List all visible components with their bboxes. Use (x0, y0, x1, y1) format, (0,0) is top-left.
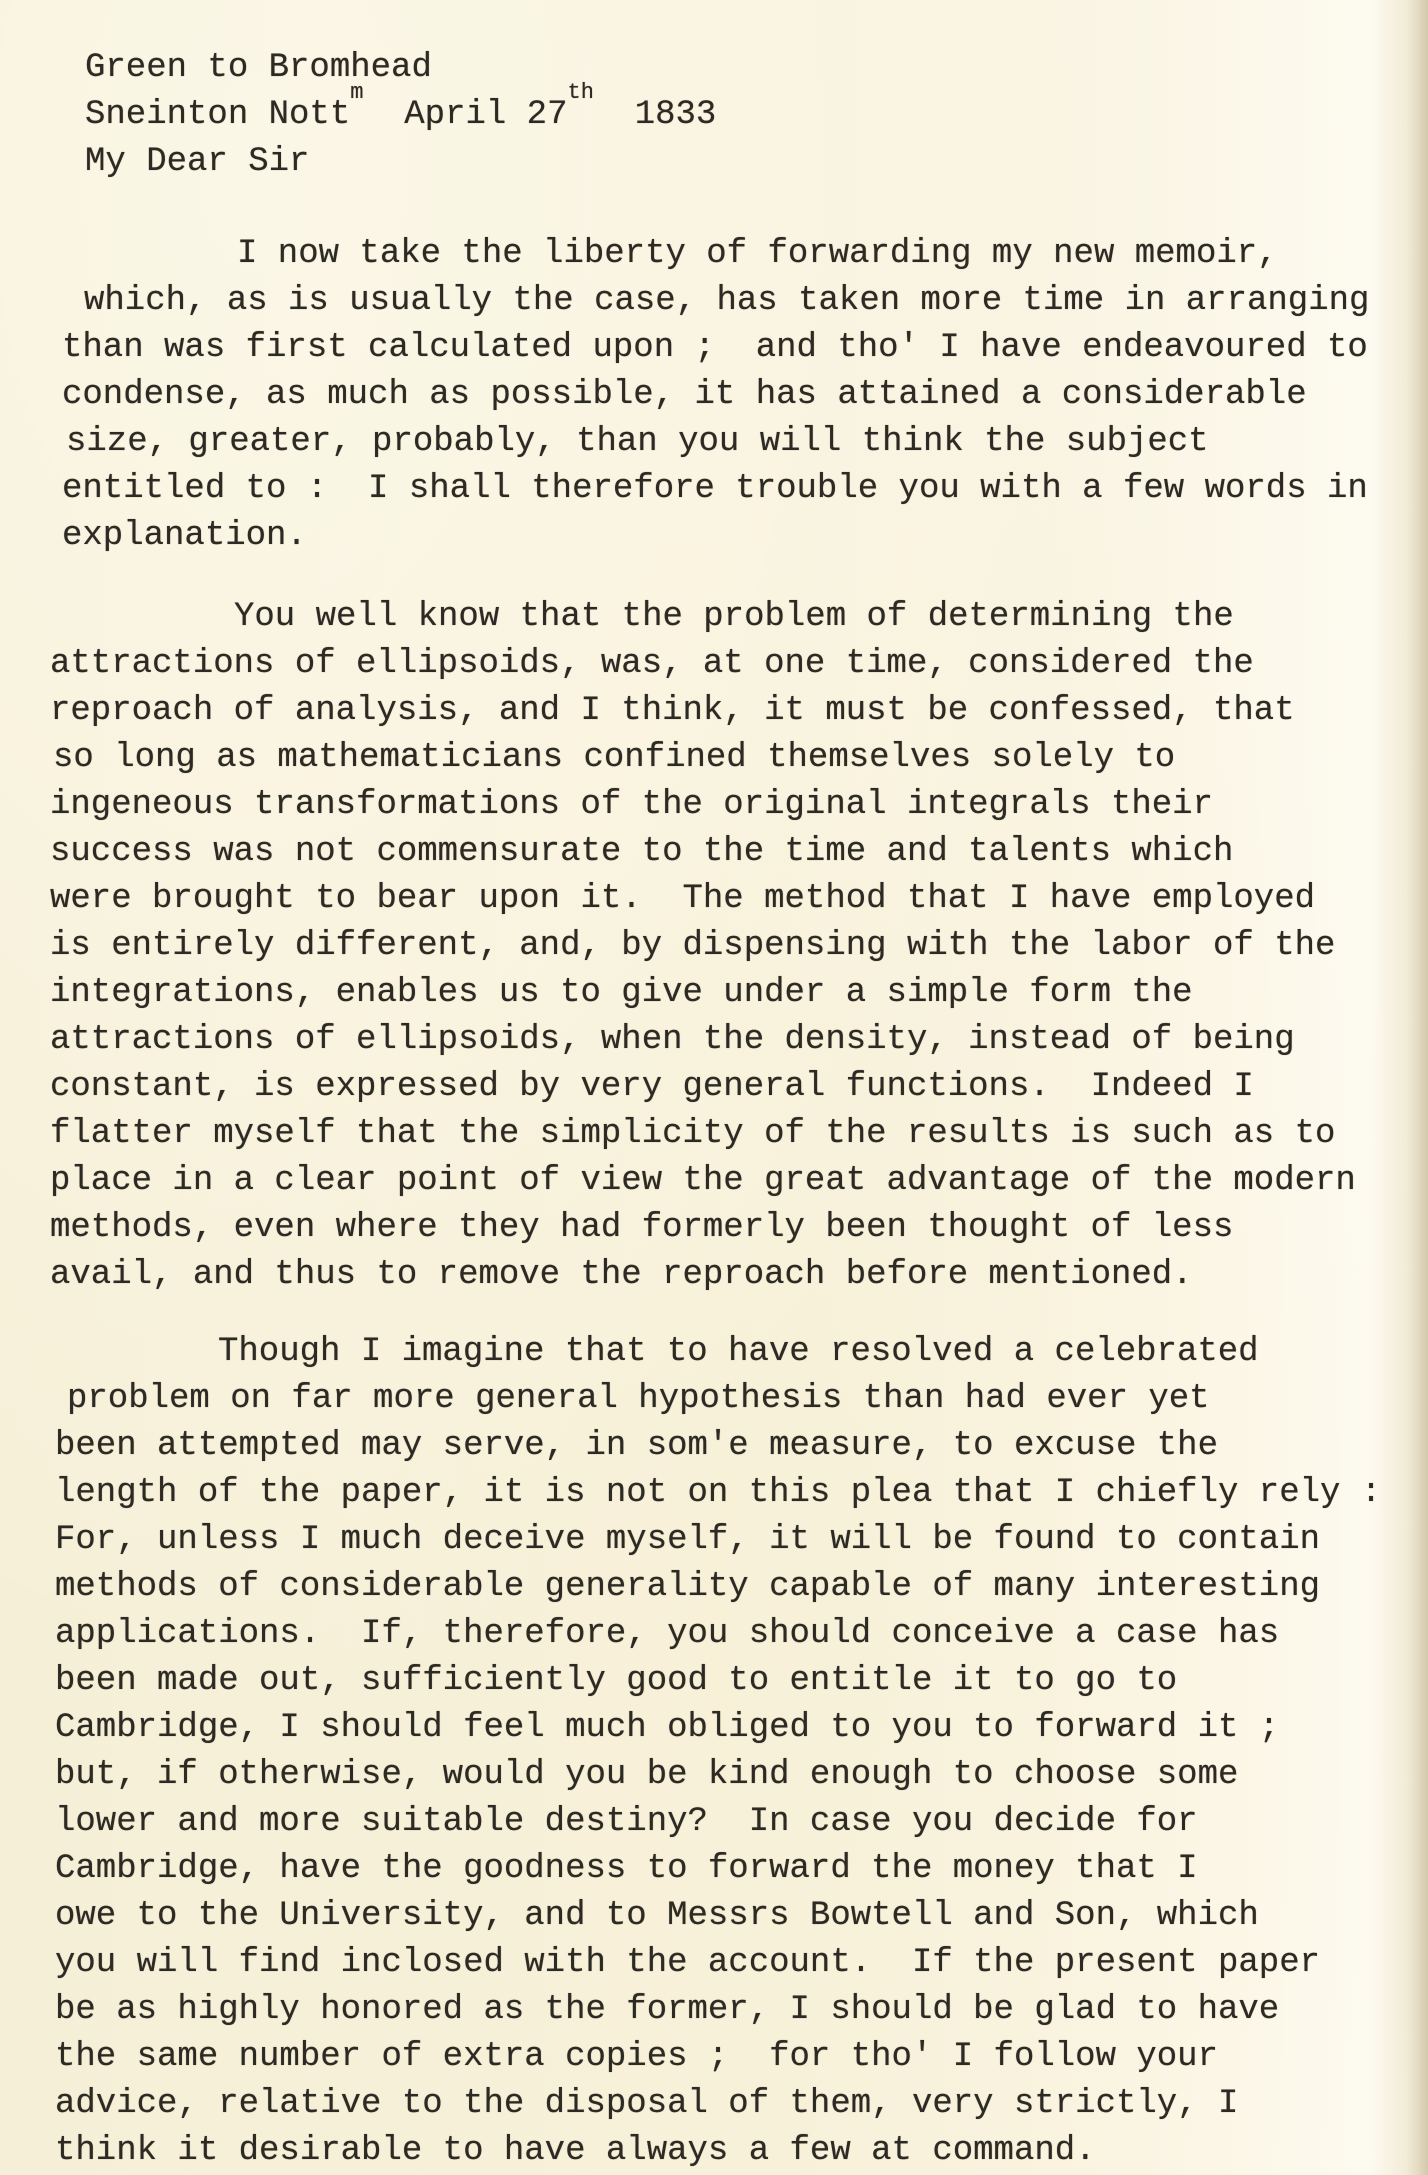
letter-paragraph-3 (55, 1329, 1428, 2175)
heading-dateline (85, 79, 1428, 139)
letter-line: methods of considerable generality capable of many interesting (55, 1568, 1321, 1606)
letter-line: constant, is expressed by very general functions. Indeed I (50, 1068, 1254, 1106)
letter-line: which, as is usually the case, has taken more time in arranging (84, 282, 1370, 320)
letter-line: were brought to bear upon it. The method that I have employed (50, 880, 1316, 918)
letter-line: applications. If, therefore, you should conceive a case has (55, 1615, 1280, 1653)
letter-line: size, greater, probably, than you will think the subject (66, 423, 1209, 461)
dateline-place: Sneinton Nott (85, 96, 351, 134)
letter-line: For, unless I much deceive myself, it will be found to contain (55, 1521, 1321, 1559)
letter-line: Cambridge, have the goodness to forward the money that I (55, 1850, 1198, 1888)
heading-correspondents: Green to Bromhead (85, 49, 432, 87)
letter-paragraph-1 (62, 231, 1428, 560)
letter-line: I now take the liberty of forwarding my new memoir, (237, 235, 1278, 273)
letter-line: lower and more suitable destiny? In case you decide for (55, 1803, 1198, 1841)
letter-line: than was first calculated upon ; and tho' I have endeavoured to (62, 329, 1368, 367)
letter-heading (85, 45, 1428, 186)
letter-line: you will find inclosed with the account. If the present paper (55, 1944, 1321, 1982)
letter-line: the same number of extra copies ; for tho' I follow your (55, 2038, 1218, 2076)
dateline-superscript-m: m (350, 79, 364, 105)
letter-line: entitled to : I shall therefore trouble you with a few words in (62, 470, 1368, 508)
heading-salutation: My Dear Sir (85, 143, 310, 181)
letter-line: reproach of analysis, and I think, it must be confessed, that (50, 692, 1295, 730)
letter-line: integrations, enables us to give under a simple form the (50, 974, 1193, 1012)
letter-line: Though I imagine that to have resolved a celebrated (218, 1333, 1259, 1371)
letter-line: think it desirable to have always a few at command. (55, 2132, 1096, 2170)
letter-line: You well know that the problem of determining the (234, 598, 1234, 636)
letter-line: methods, even where they had formerly been thought of less (50, 1209, 1234, 1247)
letter-line: success was not commensurate to the time and talents which (50, 833, 1234, 871)
letter-line: explanation. (62, 517, 307, 555)
dateline-year: 1833 (593, 96, 717, 134)
letter-line: be as highly honored as the former, I should be glad to have (55, 1991, 1280, 2029)
letter-line: so long as mathematicians confined themselves solely to (53, 739, 1176, 777)
dateline-month-day: April 27 (363, 96, 568, 134)
letter-paragraph-2 (50, 594, 1428, 1299)
letter-line: advice, relative to the disposal of them, very strictly, I (55, 2085, 1239, 2123)
letter-line: is entirely different, and, by dispensing with the labor of the (50, 927, 1336, 965)
letter-line: owe to the University, and to Messrs Bowtell and Son, which (55, 1897, 1259, 1935)
letter-line: flatter myself that the simplicity of the results is such as to (50, 1115, 1336, 1153)
letter-line: but, if otherwise, would you be kind enough to choose some (55, 1756, 1239, 1794)
letter-line: attractions of ellipsoids, when the density, instead of being (50, 1021, 1295, 1059)
letter-line: been attempted may serve, in som'e measure, to excuse the (55, 1427, 1218, 1465)
letter-line: problem on far more general hypothesis than had ever yet (67, 1380, 1210, 1418)
letter-line: length of the paper, it is not on this plea that I chiefly rely : (55, 1474, 1382, 1512)
letter-line: attractions of ellipsoids, was, at one time, considered the (50, 645, 1254, 683)
letter-line: condense, as much as possible, it has attained a considerable (62, 376, 1307, 414)
letter-line: Cambridge, I should feel much obliged to you to forward it ; (55, 1709, 1280, 1747)
dateline-superscript-th: th (567, 79, 594, 105)
letter-line: avail, and thus to remove the reproach before mentioned. (50, 1256, 1193, 1294)
letter-line: place in a clear point of view the great advantage of the modern (50, 1162, 1356, 1200)
letter-line: been made out, sufficiently good to entitle it to go to (55, 1662, 1178, 1700)
letter-line: ingeneous transformations of the original integrals their (50, 786, 1213, 824)
